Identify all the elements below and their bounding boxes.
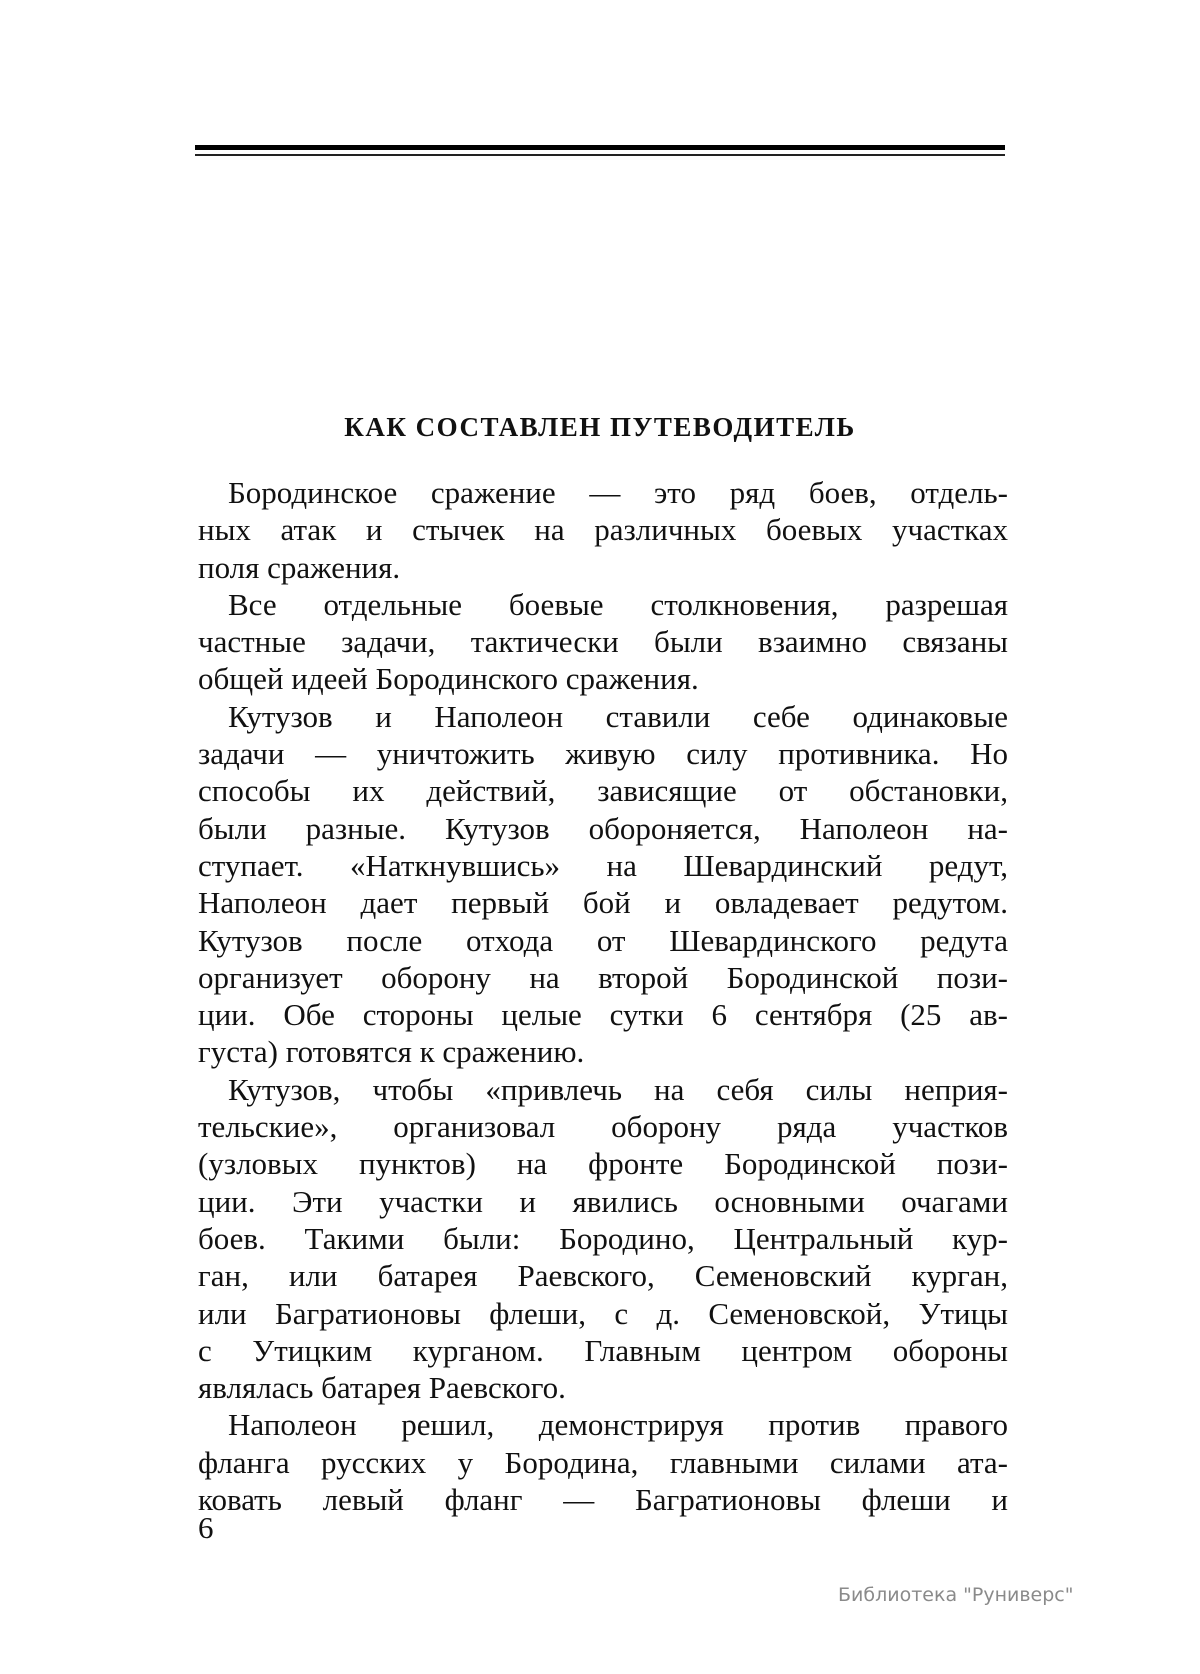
text-line: Все отдельные боевые столкновения, разрешая: [228, 586, 1008, 622]
text-line: фланга русских у Бородина, главными силами ата-: [198, 1444, 1008, 1480]
text-line: (узловых пунктов) на фронте Бородинской пози-: [198, 1146, 1008, 1182]
text-line: задачи — уничтожить живую силу противника. Но: [198, 736, 1008, 772]
text-line: ных атак и стычек на различных боевых участках: [198, 512, 1008, 548]
paragraph: [198, 1071, 1008, 1407]
top-rule-thin: [195, 154, 1005, 156]
text-line: ции. Обе стороны целые сутки 6 сентября (25 ав-: [198, 997, 1008, 1033]
text-line: ковать левый фланг — Багратионовы флеши и: [198, 1482, 1008, 1518]
paragraph: [198, 586, 1008, 698]
paragraph: [198, 474, 1008, 586]
text-line: Кутузов и Наполеон ставили себе одинаковые: [228, 698, 1008, 734]
text-line: поля сражения.: [198, 549, 401, 585]
text-line: общей идеей Бородинского сражения.: [198, 661, 699, 697]
text-line: организует оборону на второй Бородинской пози-: [198, 959, 1008, 995]
text-line: Наполеон решил, демонстрируя против правого: [228, 1407, 1008, 1443]
paragraph: [198, 698, 1008, 1071]
top-rule-thick: [195, 145, 1005, 150]
text-line: ции. Эти участки и явились основными очагами: [198, 1183, 1008, 1219]
text-line: или Багратионовы флеши, с д. Семеновской, Утицы: [198, 1295, 1008, 1331]
text-line: были разные. Кутузов обороняется, Наполеон на-: [198, 810, 1008, 846]
text-line: Кутузов, чтобы «привлечь на себя силы неприя-: [228, 1071, 1008, 1107]
text-line: способы их действий, зависящие от обстановки,: [198, 773, 1008, 809]
text-line: тельские», организовал оборону ряда участков: [198, 1109, 1008, 1145]
text-line: густа) готовятся к сражению.: [198, 1034, 585, 1070]
text-line: Наполеон дает первый бой и овладевает редутом.: [198, 885, 1008, 921]
text-line: Бородинское сражение — это ряд боев, отдель-: [228, 475, 1008, 510]
body-text: [198, 474, 1008, 1518]
text-line: боев. Такими были: Бородино, Центральный кур-: [198, 1220, 1008, 1256]
paragraph: [198, 1406, 1008, 1518]
page-number: 6: [198, 1510, 214, 1545]
section-heading: КАК СОСТАВЛЕН ПУТЕВОДИТЕЛЬ: [344, 412, 856, 442]
text-line: с Утицким курганом. Главным центром обороны: [198, 1332, 1008, 1368]
library-watermark: Библиотека "Руниверс": [838, 1584, 1074, 1606]
text-line: ган, или батарея Раевского, Семеновский курган,: [198, 1258, 1008, 1294]
text-line: Кутузов после отхода от Шевардинского редута: [198, 922, 1008, 958]
text-line: являлась батарея Раевского.: [198, 1370, 566, 1406]
text-line: ступает. «Наткнувшись» на Шевардинский редут,: [198, 847, 1008, 883]
text-line: частные задачи, тактически были взаимно связаны: [198, 624, 1008, 660]
